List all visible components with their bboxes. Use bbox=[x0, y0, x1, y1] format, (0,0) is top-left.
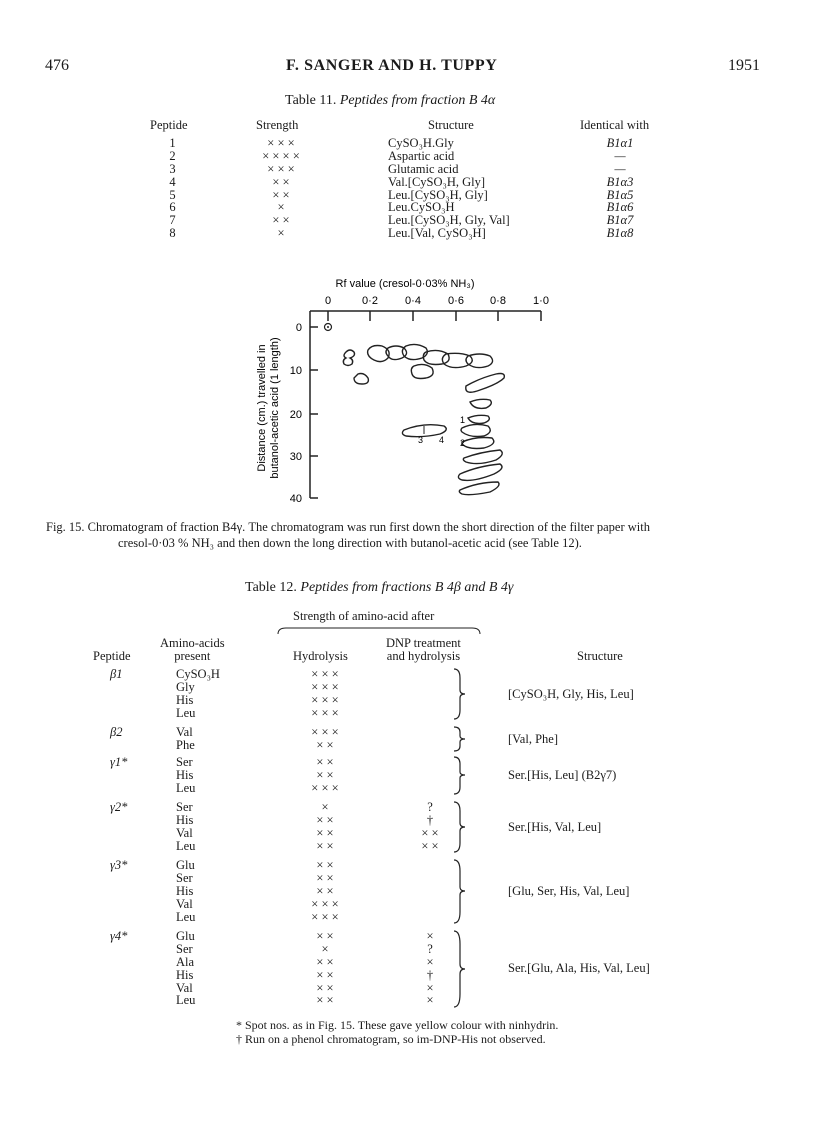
y-tick-label: 20 bbox=[289, 409, 302, 421]
amino-acid: Ser bbox=[176, 755, 193, 769]
table11-header-strength: Strength bbox=[256, 118, 299, 132]
spot-label: 2 bbox=[460, 438, 466, 448]
running-head-year: 1951 bbox=[728, 57, 760, 74]
figure-caption bbox=[46, 519, 650, 551]
table12-title-italic: Peptides from fractions B 4β and B 4γ bbox=[300, 580, 514, 595]
table11-title-italic: Peptides from fraction B 4α bbox=[339, 93, 496, 108]
group-brace bbox=[452, 930, 468, 1008]
structure-value: [Val, Phe] bbox=[508, 732, 558, 746]
amino-column bbox=[176, 756, 195, 795]
table11-title-prefix: Table 11. bbox=[285, 93, 340, 108]
table11-title bbox=[285, 93, 495, 109]
group-brace bbox=[452, 801, 468, 853]
amino-column bbox=[176, 801, 195, 853]
spot bbox=[459, 482, 499, 495]
strength-value: × bbox=[321, 800, 329, 814]
table12-header-dnp bbox=[386, 637, 461, 663]
spot bbox=[343, 350, 354, 366]
group-brace bbox=[452, 726, 468, 752]
strength-value: × × bbox=[316, 737, 334, 752]
origin-marker bbox=[325, 324, 332, 331]
spot bbox=[411, 364, 433, 378]
table11-header-identical: Identical with bbox=[580, 118, 650, 132]
table12-header-amino bbox=[160, 637, 225, 663]
table12-title-prefix: Table 12. bbox=[245, 580, 301, 595]
amino-acid: Ser bbox=[176, 870, 193, 885]
amino-acid: His bbox=[176, 967, 194, 982]
amino-acid: His bbox=[176, 692, 194, 707]
header-amino-line1: Amino-acids bbox=[160, 636, 225, 650]
amino-acid: Ala bbox=[176, 954, 195, 969]
group-brace bbox=[452, 668, 468, 720]
table11-col-identical bbox=[590, 137, 650, 240]
group-brace bbox=[452, 859, 468, 924]
peptide-label: γ2* bbox=[110, 800, 128, 814]
table11-cell: — bbox=[614, 148, 626, 163]
table11-cell: × × × bbox=[267, 161, 295, 176]
amino-acid: Leu bbox=[176, 909, 196, 924]
amino-acid: Val bbox=[176, 825, 193, 840]
table11-cell: 5 bbox=[169, 187, 176, 202]
table11-cell: B1α6 bbox=[606, 200, 634, 215]
spot bbox=[458, 464, 502, 480]
table11-cell: Leu.[CySO₃H, Gly] bbox=[388, 187, 488, 202]
peptide-label: β2 bbox=[110, 725, 123, 739]
dnp-value: × bbox=[426, 993, 434, 1008]
x-tick-label: 0·8 bbox=[490, 295, 506, 307]
y-tick-label: 10 bbox=[289, 365, 302, 377]
table11-cell: B1α5 bbox=[606, 187, 634, 202]
table11-cell: × bbox=[277, 200, 285, 215]
spot-label: 4 bbox=[439, 435, 445, 445]
footnote: * Spot nos. as in Fig. 15. These gave yellow colour with ninhydrin. bbox=[236, 1018, 559, 1032]
table11-cell: CySO₃H.Gly bbox=[388, 136, 454, 150]
strength-value: × × bbox=[316, 954, 334, 969]
y-tick-label: 40 bbox=[289, 493, 302, 505]
chromatogram-spots bbox=[343, 344, 504, 494]
table11-cell: 3 bbox=[169, 161, 176, 176]
strength-value: × × bbox=[316, 858, 334, 872]
amino-acid: Glu bbox=[176, 858, 195, 872]
spot-label: 3 bbox=[418, 435, 424, 445]
spot bbox=[463, 450, 502, 464]
amino-acid: Gly bbox=[176, 679, 195, 694]
header-amino-line2: present bbox=[174, 648, 211, 663]
amino-acid: Glu bbox=[176, 929, 195, 943]
table11-cell: — bbox=[614, 161, 626, 176]
amino-column bbox=[176, 859, 195, 923]
table11-cell: B1α8 bbox=[606, 226, 634, 241]
amino-acid: Leu bbox=[176, 993, 196, 1008]
dnp-value: ? bbox=[427, 800, 433, 814]
table12-header-structure: Structure bbox=[577, 649, 623, 663]
table11-cell: Val.[CySO₃H, Gly] bbox=[388, 174, 486, 189]
x-tick-label: 1·0 bbox=[533, 295, 549, 307]
amino-acid: Ser bbox=[176, 941, 193, 956]
group-header-bracket bbox=[276, 624, 482, 636]
table11-cell: × bbox=[277, 226, 285, 241]
amino-acid: His bbox=[176, 812, 194, 827]
dnp-value: ? bbox=[427, 941, 433, 956]
dnp-value: × × bbox=[421, 825, 439, 840]
table12-title bbox=[245, 580, 513, 596]
amino-acid: His bbox=[176, 767, 194, 782]
x-axis-title: Rf value (cresol-0·03% NH₃) bbox=[335, 278, 475, 290]
table11-cell: 1 bbox=[169, 136, 176, 150]
strength-value: × × bbox=[316, 825, 334, 840]
strength-value: × × bbox=[316, 993, 334, 1008]
running-head-authors: F. SANGER AND H. TUPPY bbox=[286, 57, 498, 74]
structure-value: Ser.[Glu, Ala, His, Val, Leu] bbox=[508, 961, 650, 975]
table11-col-strength bbox=[246, 137, 316, 240]
y-axis-title-line2: butanol-acetic acid (1 length) bbox=[269, 337, 281, 479]
table11-cell: B1α7 bbox=[606, 213, 634, 228]
y-axis-ticks bbox=[310, 327, 318, 498]
table11-cell: Leu.CySO₃H bbox=[388, 200, 455, 215]
structure-value: Ser.[His, Val, Leu] bbox=[508, 820, 602, 834]
strength-value: × bbox=[321, 941, 329, 956]
strength-value: × × bbox=[316, 967, 334, 982]
table12-group-header: Strength of amino-acid after bbox=[293, 609, 435, 623]
strength-value: × × × bbox=[311, 780, 339, 795]
table11-cell: Leu.[CySO₃H, Gly, Val] bbox=[388, 213, 510, 228]
strength-value: × × × bbox=[311, 692, 339, 707]
amino-acid: Val bbox=[176, 725, 193, 739]
x-tick-label: 0·4 bbox=[405, 295, 421, 307]
table11-col-structure bbox=[388, 137, 510, 240]
table11-cell: 7 bbox=[169, 213, 176, 228]
caption-line2: cresol-0·03 % NH₃ and then down the long direction with butanol-acetic acid (see Table 12). bbox=[118, 536, 582, 550]
spot bbox=[466, 354, 493, 368]
strength-value: × × bbox=[316, 812, 334, 827]
strength-value: × × bbox=[316, 980, 334, 995]
spot bbox=[468, 415, 489, 423]
x-tick-label: 0·6 bbox=[448, 295, 464, 307]
table11-cell: B1α3 bbox=[606, 174, 634, 189]
table11-cell: 4 bbox=[169, 174, 176, 189]
amino-column bbox=[176, 726, 195, 752]
table11-header-structure: Structure bbox=[428, 118, 474, 132]
table11-cell: B1α1 bbox=[606, 136, 634, 150]
header-dnp-line2: and hydrolysis bbox=[386, 648, 461, 663]
strength-value: × × × bbox=[311, 896, 339, 911]
footnotes bbox=[236, 1018, 558, 1046]
dnp-value: × bbox=[426, 929, 434, 943]
amino-column bbox=[176, 668, 220, 720]
table11-cell: × × bbox=[272, 174, 290, 189]
strength-value: × × bbox=[316, 929, 334, 943]
y-tick-label: 30 bbox=[289, 451, 302, 463]
strength-value: × × × bbox=[311, 909, 339, 924]
peptide-label: β1 bbox=[110, 667, 123, 681]
dnp-value: † bbox=[426, 812, 434, 827]
x-axis-ticks bbox=[328, 311, 541, 321]
dnp-value: × bbox=[426, 980, 434, 995]
amino-acid: Val bbox=[176, 896, 193, 911]
strength-value: × × × bbox=[311, 725, 339, 739]
structure-value: [Glu, Ser, His, Val, Leu] bbox=[508, 884, 630, 898]
table11-cell: × × × bbox=[267, 136, 295, 150]
chromatogram-figure bbox=[250, 270, 570, 510]
amino-acid: Phe bbox=[176, 737, 195, 752]
table11-cell: Aspartic acid bbox=[388, 148, 455, 163]
x-tick-label: 0 bbox=[324, 295, 332, 307]
dnp-value: † bbox=[426, 967, 434, 982]
strength-value: × × × bbox=[311, 705, 339, 720]
table11-cell: × × × × bbox=[262, 148, 300, 163]
header-dnp-line1: DNP treatment bbox=[386, 636, 461, 650]
table11-header-peptide: Peptide bbox=[150, 118, 188, 132]
spot-label: 1 bbox=[460, 415, 466, 425]
strength-value: × × × bbox=[311, 679, 339, 694]
dnp-value: × bbox=[426, 954, 434, 969]
spot bbox=[462, 438, 494, 449]
group-brace bbox=[452, 756, 468, 795]
hydrolysis-column bbox=[290, 668, 360, 720]
page-number: 476 bbox=[45, 57, 69, 74]
amino-column bbox=[176, 930, 195, 1007]
structure-value: [CySO₃H, Gly, His, Leu] bbox=[508, 687, 634, 701]
strength-value: × × bbox=[316, 838, 334, 853]
table12-header-peptide: Peptide bbox=[93, 649, 131, 663]
hydrolysis-column bbox=[290, 930, 360, 1007]
strength-value: × × bbox=[316, 883, 334, 898]
spot bbox=[461, 424, 490, 436]
y-axis-title-line1: Distance (cm.) travelled in bbox=[256, 344, 268, 472]
caption-line1: Fig. 15. Chromatogram of fraction B4γ. The chromatogram was run first down the short direction of the filter paper with bbox=[46, 520, 650, 534]
strength-value: × × × bbox=[311, 667, 339, 681]
table11-cell: 8 bbox=[169, 226, 176, 241]
table11-cell: Leu.[Val, CySO₃H] bbox=[388, 226, 486, 241]
amino-acid: Val bbox=[176, 980, 193, 995]
hydrolysis-column bbox=[290, 756, 360, 795]
peptide-label: γ4* bbox=[110, 929, 128, 943]
spot bbox=[466, 374, 505, 393]
dnp-column bbox=[400, 801, 460, 853]
amino-acid: Ser bbox=[176, 800, 193, 814]
amino-acid: Leu bbox=[176, 780, 196, 795]
footnote: † Run on a phenol chromatogram, so im-DNP-His not observed. bbox=[236, 1032, 546, 1046]
structure-value: Ser.[His, Leu] (B2γ7) bbox=[508, 768, 617, 782]
strength-value: × × bbox=[316, 767, 334, 782]
spot bbox=[470, 399, 491, 408]
hydrolysis-column bbox=[290, 859, 360, 923]
table11-cell: × × bbox=[272, 213, 290, 228]
hydrolysis-column bbox=[290, 801, 360, 853]
table12-header-hydrolysis: Hydrolysis bbox=[293, 649, 348, 663]
x-tick-label: 0·2 bbox=[362, 295, 378, 307]
strength-value: × × bbox=[316, 755, 334, 769]
table11-cell: 2 bbox=[169, 148, 176, 163]
spot bbox=[354, 374, 368, 385]
amino-acid: Leu bbox=[176, 705, 196, 720]
strength-value: × × bbox=[316, 870, 334, 885]
table11-cell: 6 bbox=[169, 200, 176, 215]
amino-acid: His bbox=[176, 883, 194, 898]
dnp-value: × × bbox=[421, 838, 439, 853]
peptide-label: γ1* bbox=[110, 755, 128, 769]
hydrolysis-column bbox=[290, 726, 360, 752]
amino-acid: Leu bbox=[176, 838, 196, 853]
amino-acid: CySO₃H bbox=[176, 667, 220, 681]
dnp-column bbox=[400, 930, 460, 1007]
table11-cell: Glutamic acid bbox=[388, 161, 459, 176]
table11-col-peptide bbox=[160, 137, 185, 240]
y-tick-label: 0 bbox=[295, 322, 302, 334]
table11-cell: × × bbox=[272, 187, 290, 202]
peptide-label: γ3* bbox=[110, 858, 128, 872]
